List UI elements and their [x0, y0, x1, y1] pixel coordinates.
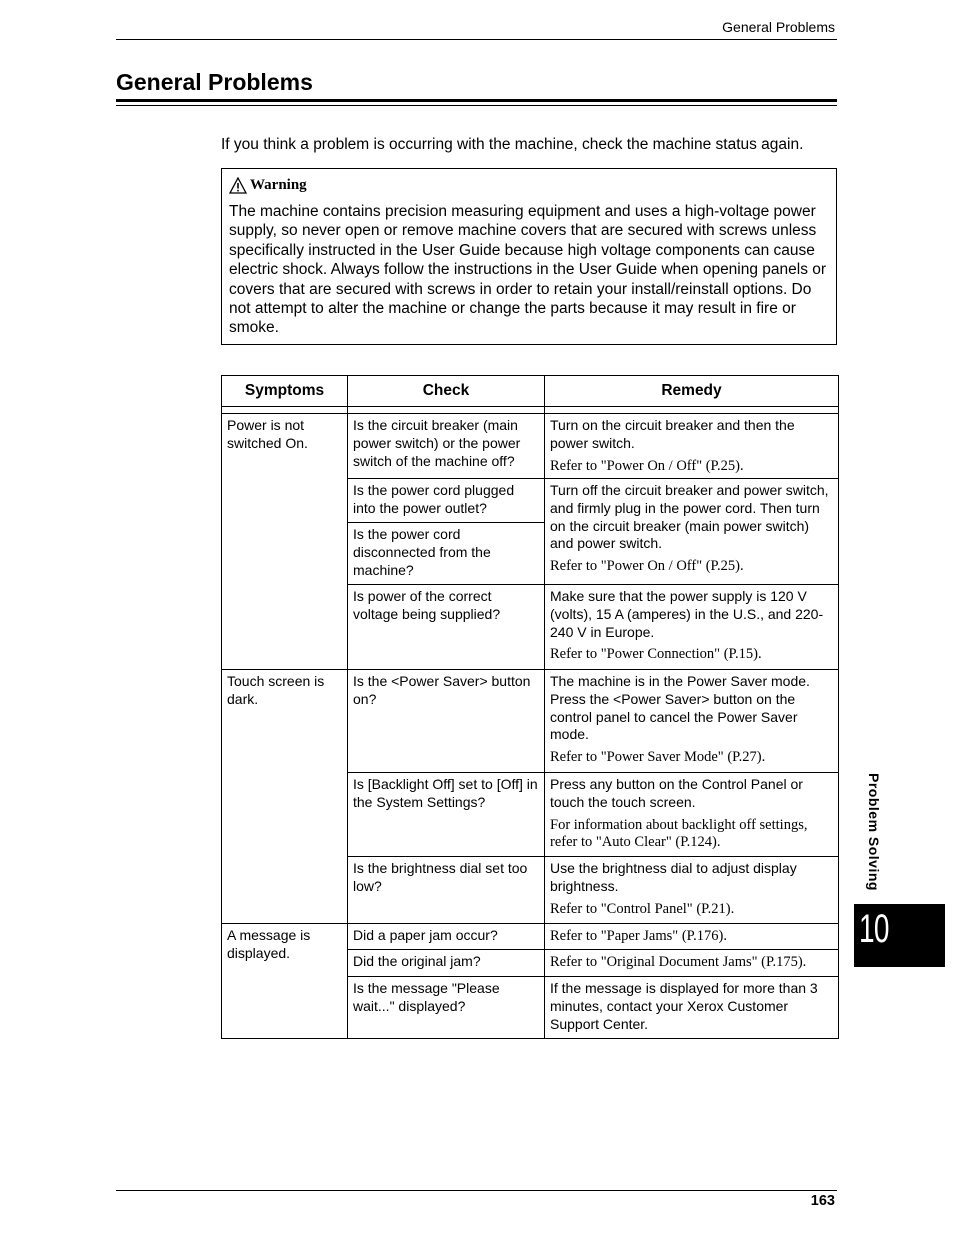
remedy-text: The machine is in the Power Saver mode. Press the <Power Saver> button on the control panel to cancel the Power Saver mode. [550, 673, 810, 743]
troubleshooting-table [221, 375, 839, 1039]
remedy-cell [545, 773, 839, 857]
table-row [222, 414, 839, 479]
warning-label: Warning [250, 176, 307, 193]
check-cell: Is [Backlight Off] set to [Off] in the System Settings? [348, 773, 545, 857]
reference-text: Refer to "Power Saver Mode" (P.27). [550, 749, 766, 766]
check-cell: Did a paper jam occur? [348, 924, 545, 950]
warning-triangle-icon [229, 177, 247, 194]
table-row [222, 924, 839, 950]
chapter-number: 10 [859, 907, 889, 951]
side-section-label: Problem Solving [866, 773, 882, 891]
remedy-cell [545, 670, 839, 773]
header-separator [222, 407, 839, 414]
remedy-text: Use the brightness dial to adjust display brightness. [550, 860, 797, 894]
remedy-cell [545, 950, 839, 977]
remedy-text: Make sure that the power supply is 120 V (volts), 15 A (amperes) in the U.S., and 220-240 V in Europe. [550, 588, 824, 640]
remedy-cell: If the message is displayed for more than 3 minutes, contact your Xerox Customer Support Center. [545, 977, 839, 1039]
symptom-cell: Touch screen is dark. [222, 670, 348, 924]
remedy-text: Turn off the circuit breaker and power switch, and firmly plug in the power cord. Then turn on the circuit breaker (main power switch) and power switch. [550, 482, 829, 552]
header-check: Check [348, 376, 545, 407]
check-cell: Is the brightness dial set too low? [348, 857, 545, 924]
page-number: 163 [810, 1193, 835, 1209]
remedy-cell [545, 414, 839, 479]
check-cell: Is power of the correct voltage being supplied? [348, 585, 545, 670]
check-cell: Is the <Power Saver> button on? [348, 670, 545, 773]
remedy-cell [545, 857, 839, 924]
chapter-tab [854, 904, 945, 967]
title-rule-thin [116, 105, 837, 106]
table-row [222, 670, 839, 773]
check-cell: Is the power cord plugged into the power outlet? [348, 479, 545, 523]
reference-text: Refer to "Control Panel" (P.21). [550, 900, 735, 917]
reference-text: For information about backlight off settings, refer to "Auto Clear" (P.124). [550, 816, 808, 850]
reference-text: Refer to "Power On / Off" (P.25). [550, 558, 744, 575]
table-header-row [222, 376, 839, 407]
page-title: General Problems [116, 69, 313, 95]
footer-rule [116, 1190, 837, 1191]
remedy-text: Press any button on the Control Panel or touch the touch screen. [550, 776, 803, 810]
warning-heading [229, 174, 828, 196]
running-header: General Problems [722, 19, 835, 35]
remedy-cell [545, 479, 839, 585]
header-remedy: Remedy [545, 376, 839, 407]
symptom-cell: Power is not switched On. [222, 414, 348, 670]
remedy-text: Turn on the circuit breaker and then the power switch. [550, 417, 795, 451]
symptom-cell: A message is displayed. [222, 924, 348, 1039]
warning-box [221, 168, 837, 345]
header-symptoms: Symptoms [222, 376, 348, 407]
warning-text: The machine contains precision measuring equipment and uses a high-voltage power supply, so never open or remove machine covers that are secured with screws unless specifically instructed in the User Guide because high voltage components can cause electric shock. Always follow the instructions in the User Guide when opening panels or covers that are secured with screws in order to retain your install/reinstall options. Do not attempt to alter the machine or change the parts because it may result in fire or smoke. [229, 203, 827, 337]
reference-text: Refer to "Power Connection" (P.15). [550, 646, 762, 663]
check-cell: Is the circuit breaker (main power switch) or the power switch of the machine off? [348, 414, 545, 479]
intro-paragraph: If you think a problem is occurring with the machine, check the machine status again. [221, 136, 804, 153]
remedy-cell [545, 924, 839, 950]
check-cell: Did the original jam? [348, 950, 545, 977]
reference-text: Refer to "Paper Jams" (P.176). [550, 928, 727, 944]
check-cell: Is the power cord disconnected from the machine? [348, 523, 545, 585]
reference-text: Refer to "Power On / Off" (P.25). [550, 457, 744, 474]
remedy-cell [545, 585, 839, 670]
reference-text: Refer to "Original Document Jams" (P.175). [550, 954, 807, 970]
header-rule [116, 39, 837, 40]
title-rule [116, 99, 837, 102]
check-cell: Is the message "Please wait..." displayed? [348, 977, 545, 1039]
